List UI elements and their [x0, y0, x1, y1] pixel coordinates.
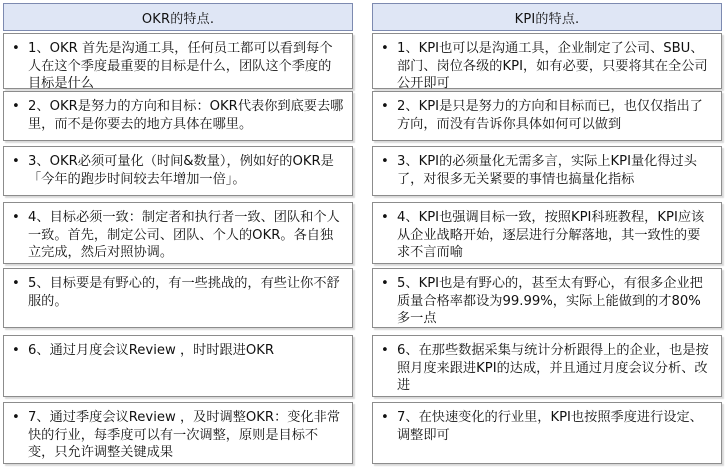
okr-item-3-text: 3、OKR必须可量化（时间&数量），例如好的OKR是「今年的跑步时间较去年增加一倍」。 [28, 154, 334, 187]
kpi-header: KPI的特点. [372, 3, 722, 31]
bullet: • [12, 99, 20, 114]
kpi-item-5-text: 5、KPI也是有野心的，甚至太有野心，有很多企业把质量合格率都设为99.99%，实际上能做到的才80%多一点 [397, 276, 703, 326]
bullet: • [12, 410, 20, 425]
bullet: • [381, 99, 389, 114]
okr-item-4-text: 4、目标必须一致：制定者和执行者一致、团队和个人一致。首先，制定公司、团队、个人的OKR。各自独立完成，然后对照协调。 [28, 210, 340, 260]
bullet: • [12, 343, 20, 358]
bullet: • [381, 410, 389, 425]
kpi-item-4 [372, 202, 722, 264]
kpi-item-3 [372, 146, 722, 196]
kpi-item-7 [372, 402, 722, 464]
okr-item-1 [3, 33, 353, 89]
bullet: • [12, 276, 20, 291]
okr-item-7 [3, 402, 353, 464]
okr-column [3, 0, 353, 460]
okr-item-2-text: 2、OKR是努力的方向和目标：OKR代表你到底要去哪里，而不是你要去的地方具体在哪里。 [28, 99, 344, 132]
bullet: • [381, 41, 389, 56]
okr-item-5-text: 5、目标要是有野心的，有一些挑战的，有些让你不舒服的。 [28, 276, 340, 309]
kpi-item-6 [372, 335, 722, 397]
bullet: • [381, 343, 389, 358]
okr-item-5 [3, 268, 353, 328]
kpi-item-1 [372, 33, 722, 89]
okr-item-7-text: 7、通过季度会议Review ，及时调整OKR：变化非常快的行业，每季度可以有一次调整，原则是目标不变，只允许调整关键成果 [28, 410, 341, 460]
kpi-item-1-text: 1、KPI也可以是沟通工具，企业制定了公司、SBU、部门、岗位各级的KPI，如有必要，只要将其在全公司公开即可 [397, 41, 708, 91]
kpi-item-6-text: 6、在那些数据采集与统计分析跟得上的企业，也是按照月度来跟进KPI的达成，并且通过月度会议分析、改进 [397, 343, 709, 393]
kpi-column [372, 0, 722, 443]
bullet: • [12, 210, 20, 225]
kpi-item-5 [372, 268, 722, 328]
okr-item-6-text: 6、通过月度会议Review ，时时跟进OKR [28, 343, 275, 358]
kpi-item-2 [372, 91, 722, 141]
okr-header: OKR的特点. [3, 3, 353, 31]
okr-item-1-text: 1、OKR 首先是沟通工具，任何员工都可以看到每个人在这个季度最重要的目标是什么，团队这个季度的目标是什么 [28, 41, 333, 91]
okr-item-3 [3, 146, 353, 196]
bullet: • [381, 210, 389, 225]
okr-item-6 [3, 335, 353, 397]
bullet: • [381, 154, 389, 169]
bullet: • [381, 276, 389, 291]
kpi-item-7-text: 7、在快速变化的行业里，KPI也按照季度进行设定、调整即可 [397, 410, 703, 443]
kpi-item-4-text: 4、KPI也强调目标一致，按照KPI科班教程，KPI应该从企业战略开始，逐层进行分解落地，其一致性的要求不言而喻 [397, 210, 705, 260]
bullet: • [12, 41, 20, 56]
kpi-item-3-text: 3、KPI的必须量化无需多言，实际上KPI量化得过头了，对很多无关紧要的事情也搞量化指标 [397, 154, 697, 187]
okr-item-4 [3, 202, 353, 264]
bullet: • [12, 154, 20, 169]
okr-item-2 [3, 91, 353, 141]
kpi-item-2-text: 2、KPI是只是努力的方向和目标而已，也仅仅指出了方向，而没有告诉你具体如何可以做到 [397, 99, 703, 132]
